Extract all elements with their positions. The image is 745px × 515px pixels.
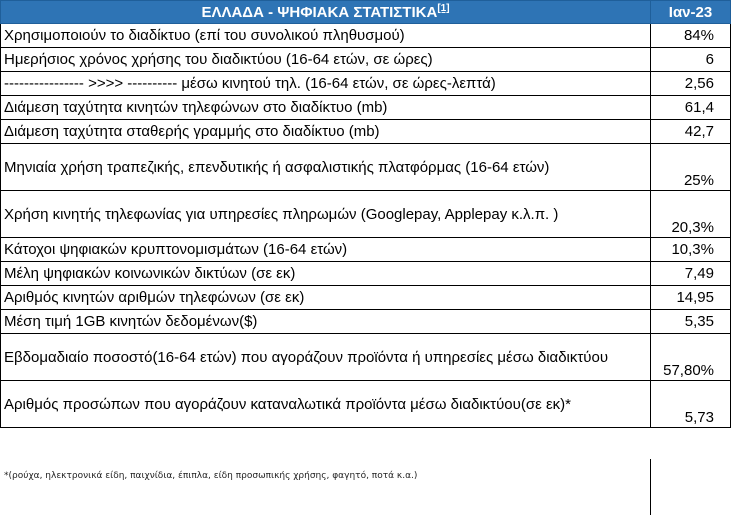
row-value[interactable]: 57,80%: [651, 334, 731, 381]
footnote-reference[interactable]: [1]: [437, 3, 450, 14]
table-row: [1, 286, 731, 310]
table-row: [1, 24, 731, 48]
table-row: [1, 310, 731, 334]
table-row: [1, 191, 731, 238]
header-title-cell[interactable]: [1, 1, 651, 24]
row-label[interactable]: Εβδομαδιαίο ποσοστό(16-64 ετών) που αγοράζουν προϊόντα ή υπηρεσίες μέσω διαδικτύου: [1, 334, 651, 381]
row-label[interactable]: Διάμεση ταχύτητα σταθερής γραμμής στο διαδίκτυο (mb): [1, 120, 651, 144]
table-row: [1, 48, 731, 72]
table-row: [1, 120, 731, 144]
row-value[interactable]: 10,3%: [651, 238, 731, 262]
row-label[interactable]: Μηνιαία χρήση τραπεζικής, επενδυτικής ή ασφαλιστικής πλατφόρμας (16-64 ετών): [1, 144, 651, 191]
row-value[interactable]: 2,56: [651, 72, 731, 96]
row-label[interactable]: Αριθμός προσώπων που αγοράζουν καταναλωτικά προϊόντα μέσω διαδικτύου(σε εκ)*: [1, 381, 651, 428]
row-value[interactable]: 20,3%: [651, 191, 731, 238]
row-value[interactable]: 84%: [651, 24, 731, 48]
table-row: [1, 72, 731, 96]
row-label[interactable]: ---------------- >>>> ---------- μέσω κινητού τηλ. (16-64 ετών, σε ώρες-λεπτά): [1, 72, 651, 96]
row-label[interactable]: Μέση τιμή 1GB κινητών δεδομένων($): [1, 310, 651, 334]
header-period-cell[interactable]: Ιαν-23: [651, 1, 731, 24]
row-value[interactable]: 61,4: [651, 96, 731, 120]
row-value[interactable]: 14,95: [651, 286, 731, 310]
row-value[interactable]: 5,35: [651, 310, 731, 334]
table-row: [1, 144, 731, 191]
row-label[interactable]: Κάτοχοι ψηφιακών κρυπτονομισμάτων (16-64 ετών): [1, 238, 651, 262]
footnote-text: *(ρούχα, ηλεκτρονικά είδη, παιχνίδια, έπιπλα, είδη προσωπικής χρήσης, φαγητό, ποτά κ.α.): [4, 471, 418, 481]
row-label[interactable]: Χρήση κινητής τηλεφωνίας για υπηρεσίες πληρωμών (Googlepay, Applepay κ.λ.π. ): [1, 191, 651, 238]
header-row: [1, 1, 731, 24]
row-label[interactable]: Αριθμός κινητών αριθμών τηλεφώνων (σε εκ): [1, 286, 651, 310]
row-label[interactable]: Διάμεση ταχύτητα κινητών τηλεφώνων στο διαδίκτυο (mb): [1, 96, 651, 120]
table-row: [1, 381, 731, 428]
row-label[interactable]: Μέλη ψηφιακών κοινωνικών δικτύων (σε εκ): [1, 262, 651, 286]
table-row: [1, 262, 731, 286]
row-value[interactable]: 42,7: [651, 120, 731, 144]
column-divider-line: [650, 459, 651, 515]
row-value[interactable]: 5,73: [651, 381, 731, 428]
row-value[interactable]: 6: [651, 48, 731, 72]
table-row: [1, 238, 731, 262]
row-value[interactable]: 25%: [651, 144, 731, 191]
header-title: ΕΛΛΑΔΑ - ΨΗΦΙΑΚΑ ΣΤΑΤΙΣΤΙΚΑ: [201, 4, 438, 21]
row-value[interactable]: 7,49: [651, 262, 731, 286]
table-row: [1, 334, 731, 381]
row-label[interactable]: Χρησιμοποιούν το διαδίκτυο (επί του συνολικού πληθυσμού): [1, 24, 651, 48]
row-label[interactable]: Ημερήσιος χρόνος χρήσης του διαδικτύου (16-64 ετών, σε ώρες): [1, 48, 651, 72]
table-row: [1, 96, 731, 120]
